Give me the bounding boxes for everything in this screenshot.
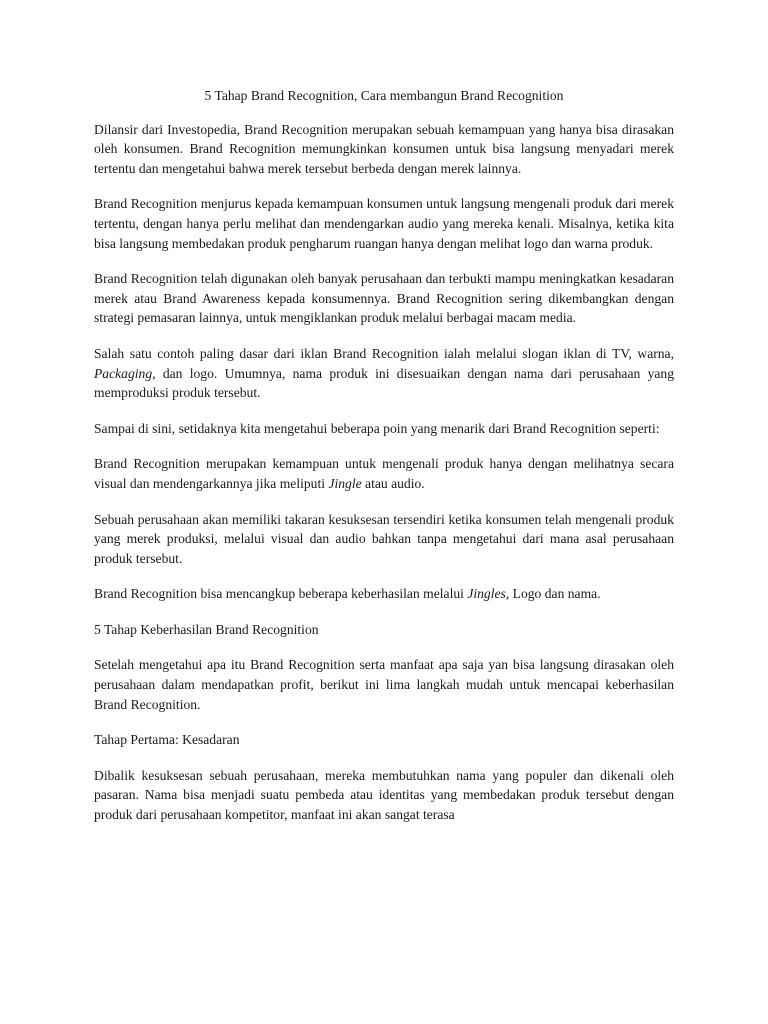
paragraph-5: Sampai di sini, setidaknya kita mengetahui beberapa poin yang menarik dari Brand Recognition seperti: [94, 420, 660, 436]
paragraph-9: Setelah mengetahui apa itu Brand Recognition serta manfaat apa saja yan bisa langsung dirasakan oleh perusahaan dalam mendapatkan profit, berikut ini lima langkah mudah untuk mencapai keberhasilan Brand Recognition. [94, 657, 674, 712]
paragraph-10: Dibalik kesuksesan sebuah perusahaan, mereka membutuhkan nama yang populer dan dikenali oleh pasaran. Nama bisa menjadi suatu pembeda atau identitas yang membedakan produk tersebut dengan produk dari perusahaan kompetitor, manfaat ini akan sangat terasa [94, 767, 674, 823]
document-title: 5 Tahap Brand Recognition, Cara membangun Brand Recognition [204, 88, 564, 103]
paragraph-8 [94, 584, 674, 604]
paragraph-3: Brand Recognition telah digunakan oleh banyak perusahaan dan terbukti mampu meningkatkan kesadaran merek atau Brand Awareness kepada konsumennya. Brand Recognition sering dikembangkan dengan strategi pemasaran lainnya, untuk mengiklankan produk melalui berbagai macam media. [94, 271, 674, 326]
paragraph-4-emphasis: Packaging [94, 365, 153, 381]
paragraph-4 [94, 344, 674, 403]
paragraph-6 [94, 454, 674, 493]
paragraph-6-text-b: atau audio. [361, 475, 425, 491]
section-heading-1: 5 Tahap Keberhasilan Brand Recognition [94, 621, 319, 637]
paragraph-4-text-a: Salah satu contoh paling dasar dari iklan Brand Recognition ialah melalui slogan iklan di TV, warna, [94, 345, 674, 361]
paragraph-6-emphasis: Jingle [328, 475, 362, 491]
paragraph-2: Brand Recognition menjurus kepada kemampuan konsumen untuk langsung mengenali produk dari merek tertentu, dengan hanya perlu melihat dan mendengarkan audio yang mereka kenali. Misalnya, ketika kita bisa langsung membedakan produk pengharum ruangan hanya dengan melihat logo dan warna produk. [94, 196, 674, 251]
paragraph-4-text-b: , dan logo. Umumnya, nama produk ini disesuaikan dengan nama dari perusahaan yang memproduksi produk tersebut. [94, 365, 674, 401]
paragraph-6-text-a: Brand Recognition merupakan kemampuan untuk mengenali produk hanya dengan melihatnya secara visual dan mendengarkannya jika meliputi [94, 456, 674, 491]
document-page [94, 86, 674, 841]
paragraph-1: Dilansir dari Investopedia, Brand Recognition merupakan sebuah kemampuan yang hanya bisa dirasakan oleh konsumen. Brand Recognition memungkinkan konsumen untuk bisa langsung menyadari merek tertentu dan mengetahui bahwa merek tersebut berbeda dengan merek lainnya. [94, 121, 674, 176]
paragraph-8-text-a: Brand Recognition bisa mencangkup beberapa keberhasilan melalui [94, 586, 468, 602]
paragraph-8-emphasis: Jingles [467, 586, 506, 602]
paragraph-7: Sebuah perusahaan akan memiliki takaran kesuksesan tersendiri ketika konsumen telah mengenali produk yang merek produksi, melalui visual dan audio bahkan tanpa mengetahui dari mana asal perusahaan produk tersebut. [94, 511, 674, 566]
section-heading-2: Tahap Pertama: Kesadaran [94, 732, 240, 748]
paragraph-8-text-b: , Logo dan nama. [505, 586, 601, 602]
